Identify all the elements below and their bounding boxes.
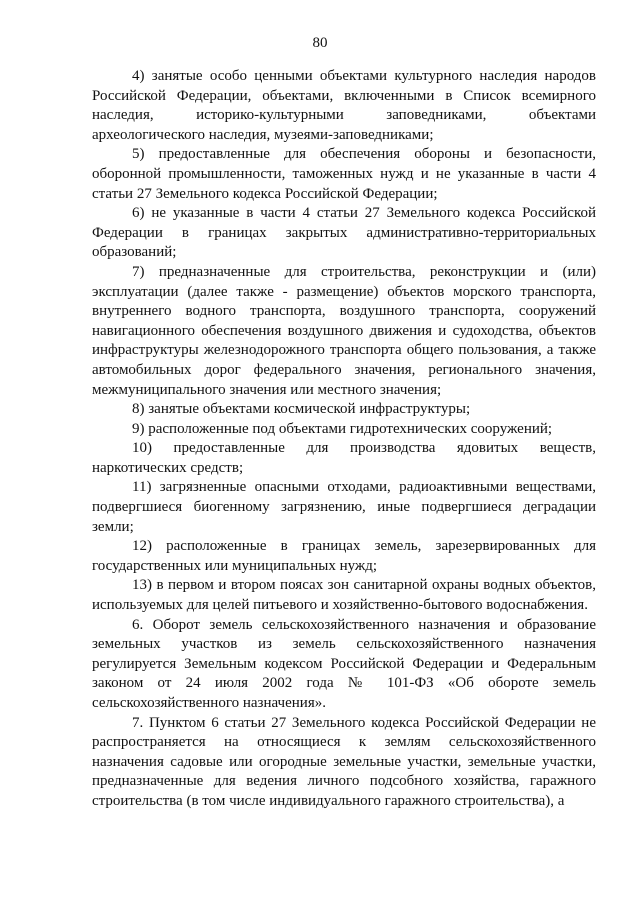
paragraph-item-8: 8) занятые объектами космической инфраструктуры; [132, 401, 471, 418]
paragraph-item-11: 11) загрязненные опасными отходами, радиоактивными веществами, подвергшиеся биогенному загрязнению, иные подвергшиеся деградации земли; [92, 479, 596, 535]
paragraph-item-4: 4) занятые особо ценными объектами культурного наследия народов Российской Федерации, объектами, включенными в Список всемирного наследия, историко-культурными заповедниками, объектами археологического наследия, музеями-заповедниками; [92, 68, 596, 143]
paragraph-section-6: 6. Оборот земель сельскохозяйственного назначения и образование земельных участков из земель сельскохозяйственного назначения регулируется Земельным кодексом Российской Федерации и Федеральным законом от 24 июля 2002 года № 101-ФЗ «Об обороте земель сельскохозяйственного назначения». [92, 616, 596, 711]
paragraph-item-13: 13) в первом и втором поясах зон санитарной охраны водных объектов, используемых для целей питьевого и хозяйственно-бытового водоснабжения. [92, 577, 596, 614]
document-body [92, 67, 596, 812]
paragraph-item-5: 5) предоставленные для обеспечения обороны и безопасности, оборонной промышленности, таможенных нужд и не указанные в части 4 статьи 27 Земельного кодекса Российской Федерации; [92, 146, 596, 202]
paragraph-section-7: 7. Пунктом 6 статьи 27 Земельного кодекса Российской Федерации не распространяется на относящиеся к землям сельскохозяйственного назначения садовые или огородные земельные участки, земельные участки, предназначенные для ведения личного подсобного хозяйства, гаражного строительства (в том числе индивидуального гаражного строительства), а [92, 714, 596, 809]
paragraph-item-10: 10) предоставленные для производства ядовитых веществ, наркотических средств; [92, 440, 596, 476]
paragraph-item-9: 9) расположенные под объектами гидротехнических сооружений; [132, 420, 553, 437]
paragraph-item-12: 12) расположенные в границах земель, зарезервированных для государственных или муниципальных нужд; [92, 538, 596, 574]
page-number: 80 [312, 35, 328, 51]
paragraph-item-6: 6) не указанные в части 4 статьи 27 Земельного кодекса Российской Федерации в границах закрытых административно-территориальных образований; [92, 205, 596, 261]
paragraph-item-7: 7) предназначенные для строительства, реконструкции и (или) эксплуатации (далее также - размещение) объектов морского транспорта, внутреннего водного транспорта, воздушного транспорта, сооружений навигационного обеспечения воздушного движения и судоходства, объектов инфраструктуры железнодорожного транспорта общего пользования, а также автомобильных дорог федерального значения, регионального значения, межмуниципального значения или местного значения; [92, 263, 596, 398]
